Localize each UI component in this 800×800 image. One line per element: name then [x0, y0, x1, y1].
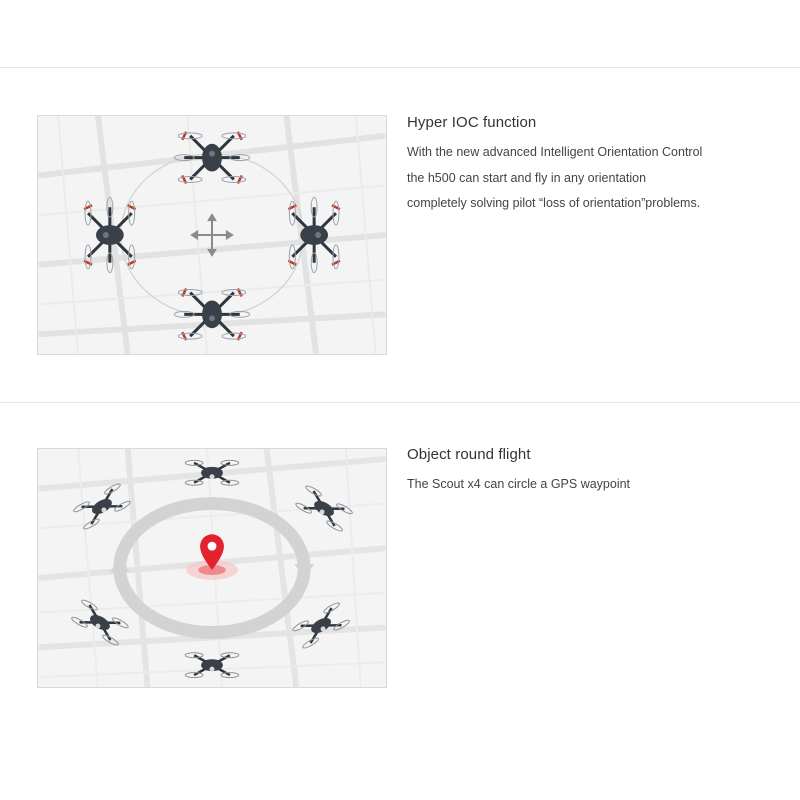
round-flight-illustration [37, 448, 387, 688]
ioc-illustration [37, 115, 387, 355]
ioc-heading: Hyper IOC function [407, 114, 537, 131]
round-flight-heading: Object round flight [407, 446, 531, 463]
round-flight-text-block [407, 446, 787, 498]
gps-pin-icon [186, 534, 238, 580]
round-flight-description-line: The Scout x4 can circle a GPS waypoint [407, 477, 631, 491]
ioc-description-line: the h500 can start and fly in any orientation [407, 170, 647, 185]
ioc-description-line: With the new advanced Intelligent Orientation Control [407, 145, 703, 159]
top-divider [0, 67, 800, 68]
ioc-description-line: completely solving pilot “loss of orientation”problems. [407, 196, 701, 210]
middle-divider [0, 402, 800, 403]
ioc-text-block [407, 114, 787, 217]
